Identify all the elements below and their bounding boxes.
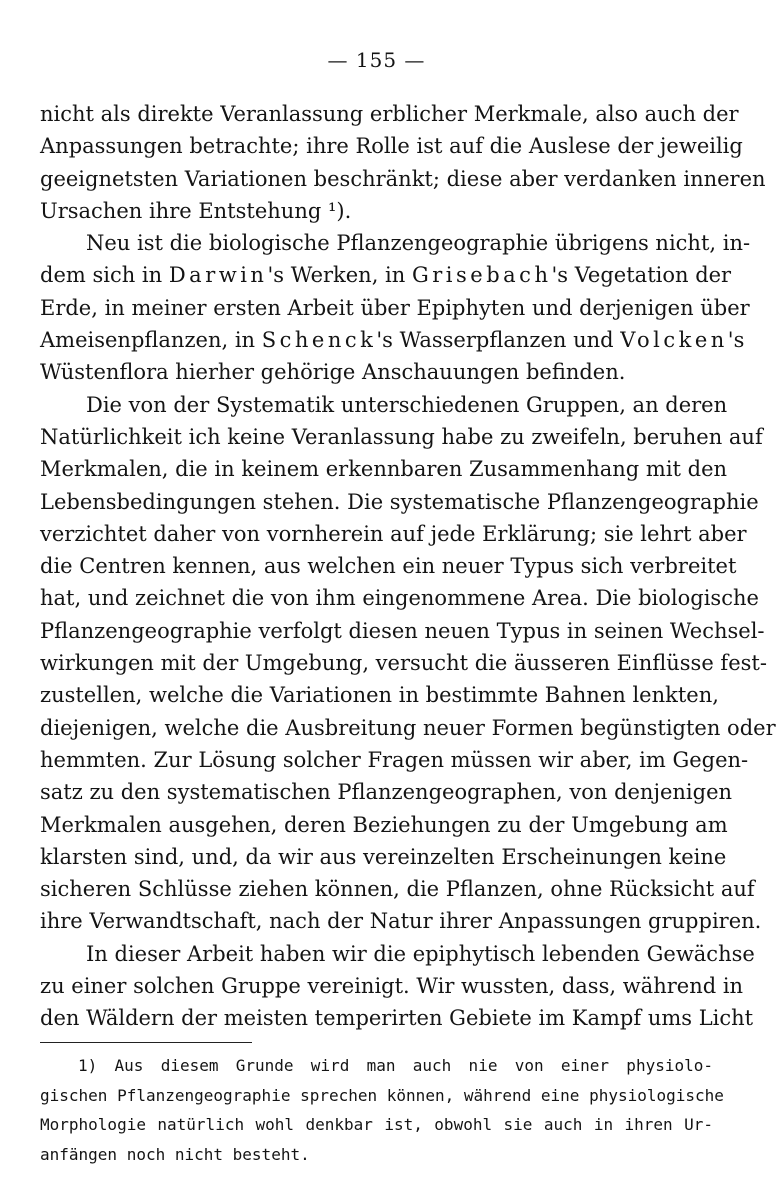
document-page (40, 0, 776, 1200)
text-fragment: 's Werken, in (267, 263, 412, 288)
page-number: — 155 — (327, 48, 426, 72)
text-line: wirkungen mit der Umgebung, versucht die äusseren Einflüsse fest- (40, 651, 767, 676)
text-line: diejenigen, welche die Ausbreitung neuer Formen begünstigten oder (40, 715, 776, 740)
text-line: Erde, in meiner ersten Arbeit über Epiphyten und derjenigen über (40, 295, 750, 320)
text-fragment: dem sich in (40, 263, 169, 288)
text-line: sicheren Schlüsse ziehen können, die Pflanzen, ohne Rücksicht auf (40, 877, 755, 902)
text-fragment: 's Vegetation der (551, 263, 732, 288)
text-line: ihre Verwandtschaft, nach der Natur ihrer Anpassungen gruppiren. (40, 909, 762, 934)
body-text (40, 98, 776, 1035)
author-name: Schenck (261, 328, 377, 353)
paragraph (40, 98, 766, 227)
text-line: verzichtet daher von vornherein auf jede Erklärung; sie lehrt aber (40, 521, 747, 546)
text-line: zustellen, welche die Variationen in bestimmte Bahnen lenkten, (40, 683, 719, 708)
text-line: Wüstenflora hierher gehörige Anschauungen befinden. (40, 360, 626, 385)
footnote (40, 1051, 724, 1169)
text-line: Ursachen ihre Entstehung ¹). (40, 198, 352, 223)
text-line: Natürlichkeit ich keine Veranlassung habe zu zweifeln, beruhen auf (40, 424, 763, 449)
text-line: Pflanzengeographie verfolgt diesen neuen Typus in seinen Wechsel- (40, 618, 765, 643)
text-line: die Centren kennen, aus welchen ein neuer Typus sich verbreitet (40, 554, 737, 579)
author-name: Grisebach (411, 263, 552, 288)
paragraph (40, 938, 755, 1035)
text-line: geeignetsten Variationen beschränkt; diese aber verdanken inneren (40, 166, 766, 191)
text-fragment: Ameisenpflanzen, in (40, 328, 262, 353)
text-fragment: 's (727, 328, 745, 353)
footnote-divider (40, 1042, 252, 1043)
footnote-line: Morphologie natürlich wohl denkbar ist, obwohl sie auch in ihren Ur- (40, 1115, 713, 1134)
text-line: hemmten. Zur Lösung solcher Fragen müssen wir aber, im Gegen- (40, 747, 749, 772)
text-line: Neu ist die biologische Pflanzengeographie übrigens nicht, in- (86, 231, 751, 256)
text-line: Merkmalen ausgehen, deren Beziehungen zu der Umgebung am (40, 812, 728, 837)
text-line (40, 324, 745, 356)
footnote-line: gischen Pflanzengeographie sprechen können, während eine physiologische (40, 1085, 724, 1105)
text-line: Anpassungen betrachte; ihre Rolle ist auf die Auslese der jeweilig (40, 134, 743, 159)
text-line: satz zu den systematischen Pflanzengeographen, von denjenigen (40, 780, 733, 805)
text-line (40, 259, 732, 291)
text-line: Die von der Systematik unterschiedenen Gruppen, an deren (86, 392, 728, 417)
footnote-line: 1) Aus diesem Grunde wird man auch nie von einer physiolo- (78, 1056, 713, 1075)
paragraph (40, 227, 751, 388)
footnote-line: anfängen noch nicht besteht. (40, 1144, 310, 1164)
text-line: In dieser Arbeit haben wir die epiphytisch lebenden Gewächse (86, 941, 755, 966)
text-line: Merkmalen, die in keinem erkennbaren Zusammenhang mit den (40, 457, 728, 482)
paragraph (40, 389, 776, 938)
text-line: nicht als direkte Veranlassung erblicher Merkmale, also auch der (40, 102, 739, 126)
text-fragment: 's Wasserpflanzen und (376, 328, 621, 353)
text-line: zu einer solchen Gruppe vereinigt. Wir wussten, dass, während in (40, 974, 744, 999)
author-name: Volcken (620, 328, 728, 353)
text-line: Lebensbedingungen stehen. Die systematische Pflanzengeographie (40, 489, 759, 514)
text-line: klarsten sind, und, da wir aus vereinzelten Erscheinungen keine (40, 844, 727, 869)
text-line: hat, und zeichnet die von ihm eingenommene Area. Die biologische (40, 586, 759, 611)
author-name: Darwin (168, 263, 268, 288)
text-line: den Wäldern der meisten temperirten Gebiete im Kampf ums Licht (40, 1006, 754, 1031)
